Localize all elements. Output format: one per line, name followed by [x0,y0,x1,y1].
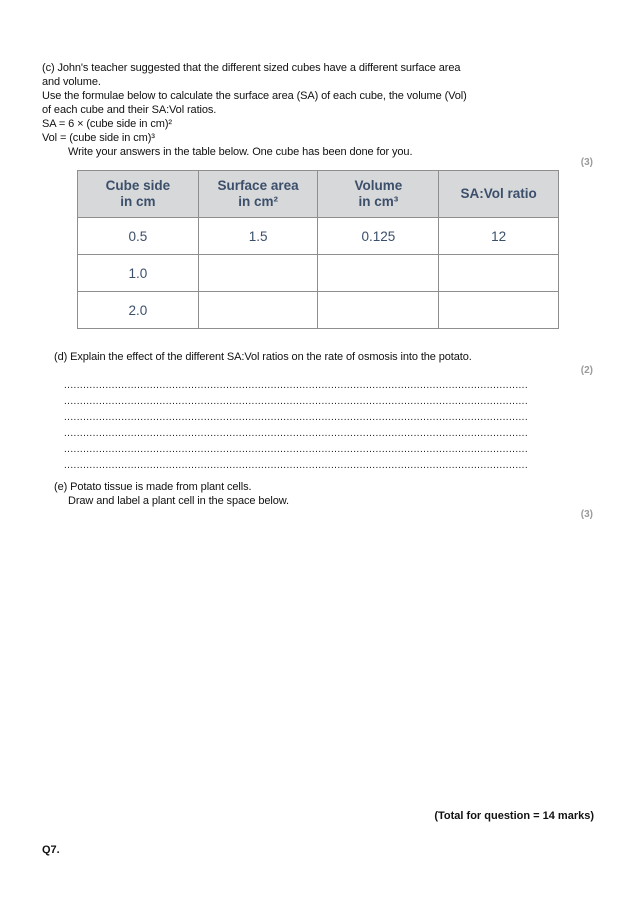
table-row [78,255,559,292]
cell-volume-answer[interactable] [318,255,439,292]
answer-line[interactable]: .................................................................................................................................................. [64,412,529,423]
part-e-line-1: (e) Potato tissue is made from plant cells. [54,481,252,493]
table-row [78,218,559,255]
part-c-marks: (3) [580,157,593,168]
table-instruction: Write your answers in the table below. One cube has been done for you. [68,146,413,158]
header-cube-side: Cube side in cm [78,171,199,218]
answer-line[interactable]: .................................................................................................................................................. [64,380,529,391]
header-surface-area: Surface area in cm² [198,171,318,218]
answer-line[interactable]: .................................................................................................................................................. [64,460,529,471]
cell-ratio-answer[interactable] [439,292,559,329]
cell-volume: 0.125 [318,218,439,255]
next-question-label: Q7. [42,844,60,856]
answer-line[interactable]: .................................................................................................................................................. [64,428,529,439]
table-header-row [78,171,559,218]
cell-ratio-answer[interactable] [439,255,559,292]
answer-line[interactable]: .................................................................................................................................................. [64,444,529,455]
part-e-line-2: Draw and label a plant cell in the space below. [68,495,289,507]
vol-formula: Vol = (cube side in cm)³ [42,132,155,144]
header-sa-vol-ratio: SA:Vol ratio [439,171,559,218]
cell-cube-side: 1.0 [78,255,199,292]
part-c-line-4: of each cube and their SA:Vol ratios. [42,104,217,116]
cell-surface-area-answer[interactable] [198,255,318,292]
part-d-marks: (2) [580,365,593,376]
header-volume: Volume in cm³ [318,171,439,218]
sa-vol-table [77,170,559,329]
cell-surface-area-answer[interactable] [198,292,318,329]
part-c-line-3: Use the formulae below to calculate the surface area (SA) of each cube, the volume (Vol) [42,90,467,102]
part-c-line-2: and volume. [42,76,101,88]
part-c-line-1: (c) John's teacher suggested that the different sized cubes have a different surface area [42,62,461,74]
drawing-space[interactable] [42,530,598,795]
answer-line[interactable]: .................................................................................................................................................. [64,396,529,407]
cell-volume-answer[interactable] [318,292,439,329]
table-row [78,292,559,329]
cell-cube-side: 0.5 [78,218,199,255]
sa-formula: SA = 6 × (cube side in cm)² [42,118,172,130]
cell-cube-side: 2.0 [78,292,199,329]
cell-ratio: 12 [439,218,559,255]
total-marks: (Total for question = 14 marks) [434,810,594,822]
part-e-marks: (3) [580,509,593,520]
cell-surface-area: 1.5 [198,218,318,255]
part-d-question: (d) Explain the effect of the different SA:Vol ratios on the rate of osmosis into the potato. [54,351,472,363]
